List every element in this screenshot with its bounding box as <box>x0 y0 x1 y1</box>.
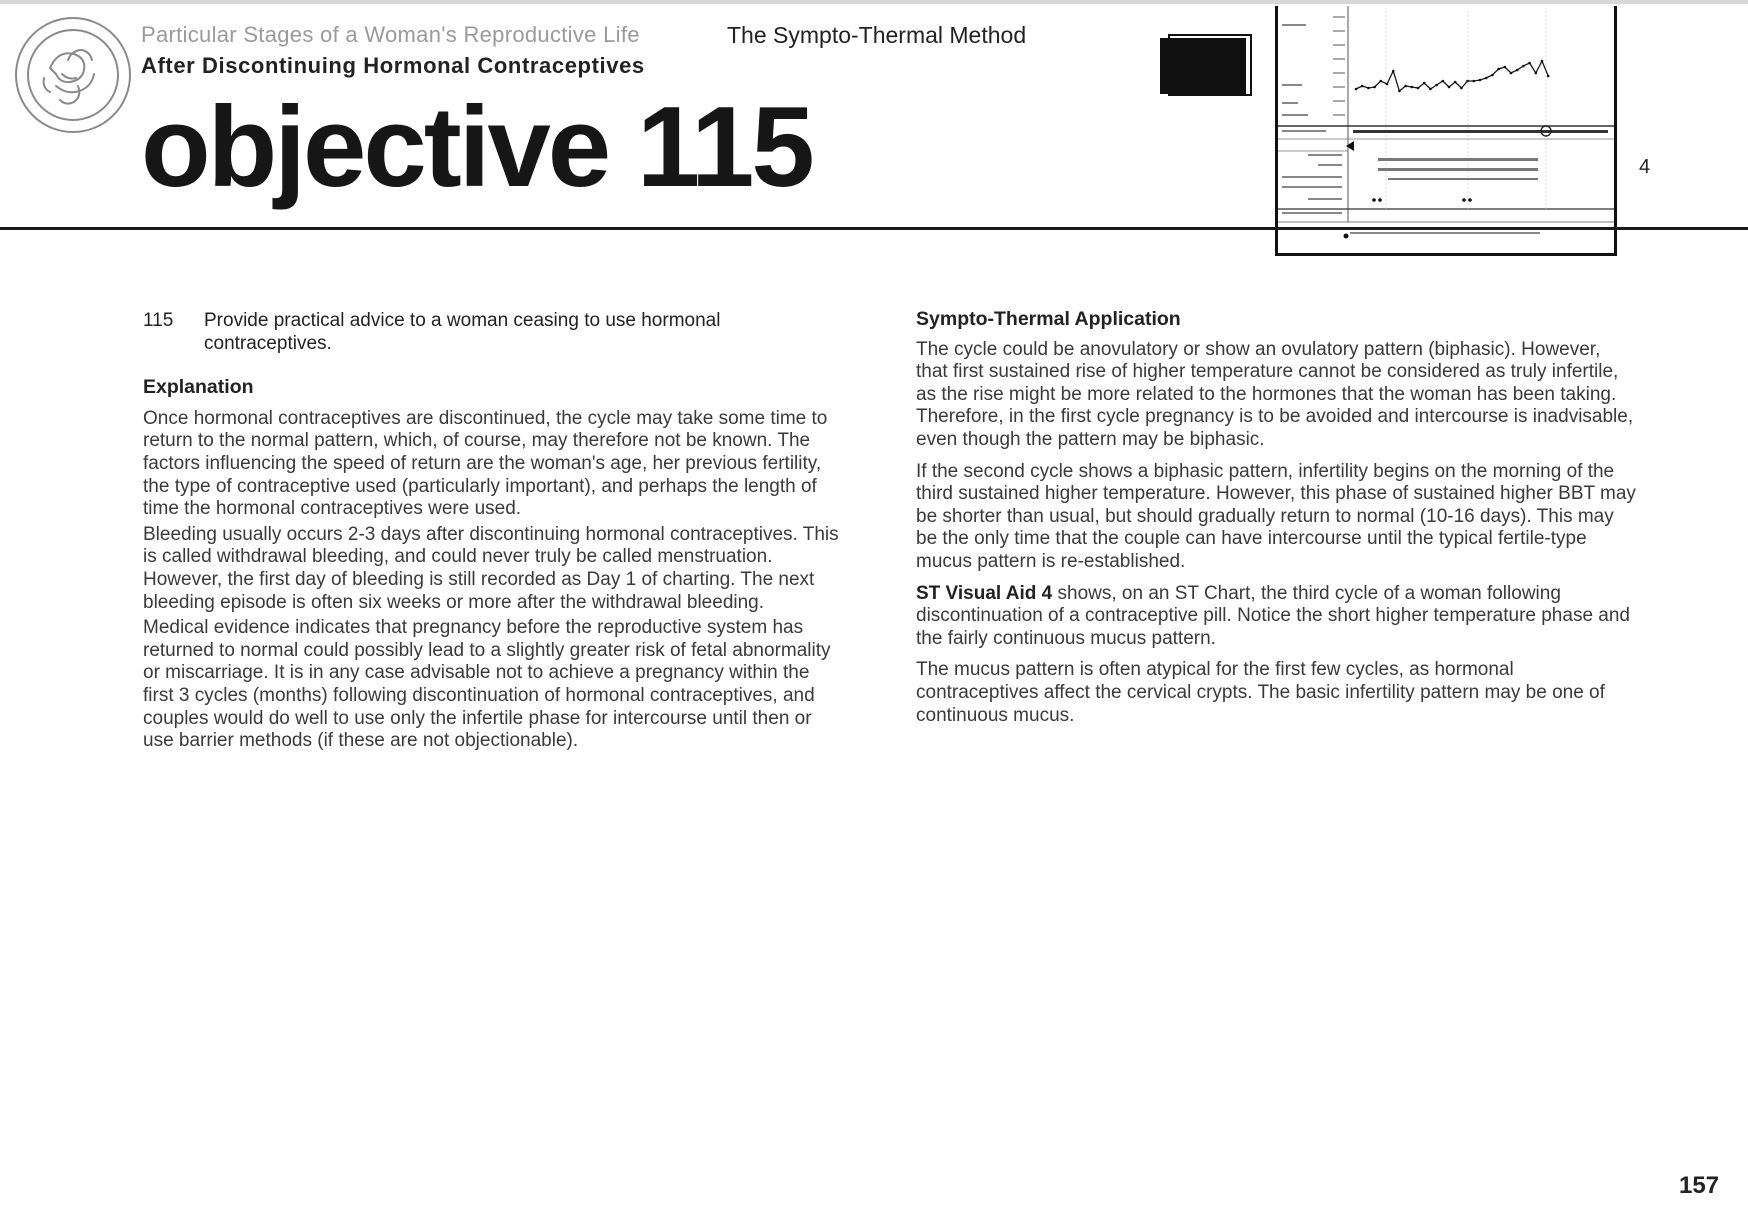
application-paragraph-4: The mucus pattern is often atypical for the first few cycles, as hormonal contraceptives affect the cervical crypts. The basic infertility pattern may be one of continuous mucus. <box>916 659 1605 726</box>
application-paragraph-1: The cycle could be anovulatory or show an ovulatory pattern (biphasic). However, that first sustained rise of higher temperature cannot be considered as truly infertile, as the rise might be more related to the hormones that the woman has been taking. Therefore, in the first cycle pregnancy is to be avoided and intercourse is inadvisable, even though the pattern may be biphasic. <box>916 338 1634 450</box>
page-number: 157 <box>1679 1172 1720 1199</box>
section-title: Particular Stages of a Woman's Reproductive Life <box>141 22 640 47</box>
temperature-point-19 <box>1466 80 1469 83</box>
left-column <box>143 310 843 756</box>
temperature-point-31 <box>1541 60 1544 63</box>
temperature-point-4 <box>1373 86 1376 89</box>
explanation-paragraph-2: Bleeding usually occurs 2-3 days after discontinuing hormonal contraceptives. This is called withdrawal bleeding, and could never truly be called menstruation. However, the first day of bleeding is still recorded as Day 1 of charting. The next bleeding episode is often six weeks or more after the withdrawal bleeding. <box>143 523 839 613</box>
temperature-point-11 <box>1417 87 1420 90</box>
temperature-point-9 <box>1404 85 1407 88</box>
temperature-point-3 <box>1367 87 1370 90</box>
application-paragraph-2: If the second cycle shows a biphasic pattern, infertility begins on the morning of the third sustained higher temperature. However, this phase of sustained higher BBT may be shorter than usual, but should gradually return to normal (10-16 days). This may be the only time that the couple can have intercourse until the typical fertile-type mucus pattern is re-established. <box>916 460 1636 572</box>
subsection-title: After Discontinuing Hormonal Contraceptives <box>141 53 645 78</box>
temperature-point-32 <box>1547 75 1550 78</box>
sympto-thermal-chart-thumbnail-icon <box>1278 6 1614 253</box>
visual-aid-reference: ST Visual Aid 4 <box>916 582 1053 604</box>
temperature-point-24 <box>1497 68 1500 71</box>
temperature-point-18 <box>1460 87 1463 90</box>
temperature-point-8 <box>1398 90 1401 93</box>
temperature-point-12 <box>1423 82 1426 85</box>
temperature-point-15 <box>1442 80 1445 83</box>
temperature-point-2 <box>1361 85 1364 88</box>
application-paragraph-3 <box>916 583 1636 651</box>
temperature-point-23 <box>1491 74 1494 77</box>
method-title: The Sympto-Thermal Method <box>727 22 1027 48</box>
explanation-paragraph-1: Once hormonal contraceptives are discontinued, the cycle may take some time to return to the normal pattern, which, of course, may therefore not be known. The factors influencing the speed of return are the woman's age, her previous fertility, the type of contraceptive used (particularly important), and perhaps the length of time the hormonal contraceptives were used. <box>143 407 828 520</box>
logo-icon <box>14 16 132 134</box>
temperature-point-25 <box>1504 66 1507 69</box>
objective-statement <box>143 310 843 355</box>
objective-title: objective 115 <box>141 84 812 211</box>
temperature-point-6 <box>1386 83 1389 86</box>
temperature-point-20 <box>1473 80 1476 83</box>
temperature-point-17 <box>1454 81 1457 84</box>
temperature-point-10 <box>1411 86 1414 89</box>
right-column <box>916 308 1636 736</box>
temperature-point-22 <box>1485 77 1488 80</box>
explanation-paragraph-3: Medical evidence indicates that pregnancy before the reproductive system has returned to normal could possibly lead to a slightly greater risk of fetal abnormality or miscarriage. It is in any case advisable not to achieve a pregnancy within the first 3 cycles (months) following discontinuation of hormonal contraceptives, and couples would do well to use only the infertile phase for intercourse until then or use barrier methods (if these are not objectionable). <box>143 617 831 752</box>
temperature-point-26 <box>1510 72 1513 75</box>
temperature-point-1 <box>1355 88 1358 91</box>
top-edge <box>0 0 1748 4</box>
temperature-point-29 <box>1528 62 1531 65</box>
temperature-point-16 <box>1448 86 1451 89</box>
temperature-point-28 <box>1522 65 1525 68</box>
temperature-point-27 <box>1516 69 1519 72</box>
visual-aid-number: 4 <box>1639 156 1651 178</box>
explanation-heading: Explanation <box>143 376 254 399</box>
application-paragraph-3-text: shows, on an ST Chart, the third cycle of a woman following discontinuation of a contraceptive pill. Notice the short higher temperature phase and the fairly continuous mucus pattern. <box>916 582 1630 649</box>
visual-aid-chart <box>1275 6 1617 256</box>
temperature-point-13 <box>1429 88 1432 91</box>
tab-marker <box>1160 38 1246 94</box>
temperature-point-5 <box>1380 80 1383 83</box>
temperature-point-7 <box>1392 70 1395 73</box>
temperature-point-21 <box>1479 79 1482 82</box>
objective-text: Provide practical advice to a woman ceasing to use hormonal contraceptives. <box>204 310 721 354</box>
application-heading: Sympto-Thermal Application <box>916 308 1181 330</box>
objective-number: 115 <box>143 310 174 331</box>
temperature-point-30 <box>1535 72 1538 75</box>
header-rule <box>0 227 1748 230</box>
temperature-point-14 <box>1435 84 1438 87</box>
